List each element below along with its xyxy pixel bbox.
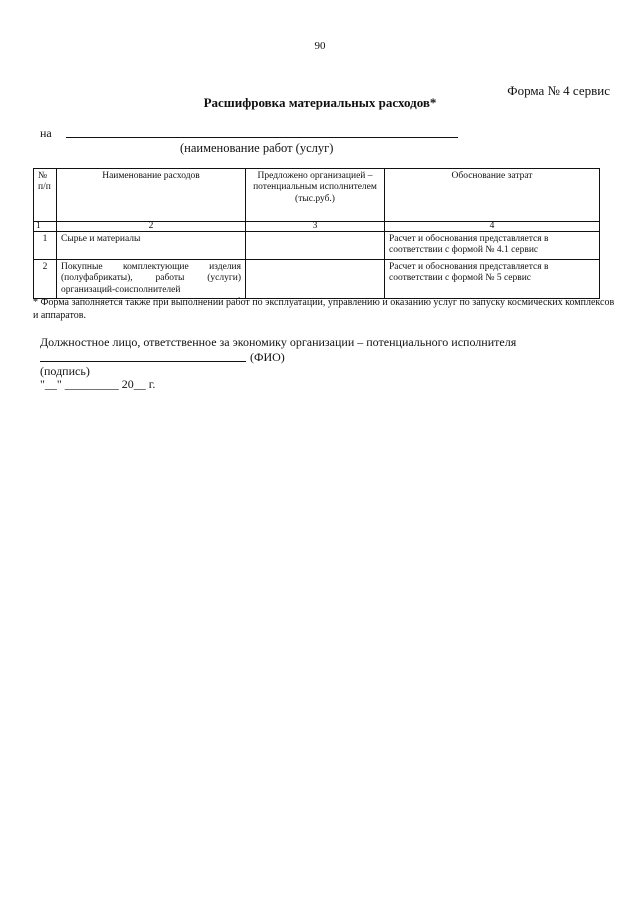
- row-name-last-line: организаций-соисполнителей: [61, 284, 181, 295]
- row-basis: Расчет и обоснования представляется в соответствии с формой № 4.1 сервис: [385, 232, 600, 260]
- table-row: [34, 259, 600, 298]
- row-proposed: [246, 259, 385, 298]
- subject-fill-line: [66, 137, 458, 138]
- row-num: 2: [34, 259, 57, 298]
- header-num: № п/п: [34, 169, 57, 222]
- expenses-table: [33, 168, 600, 299]
- table-row: [34, 232, 600, 260]
- subject-prefix: на: [40, 126, 52, 140]
- index-cell: 3: [246, 222, 385, 232]
- row-name: [57, 259, 246, 298]
- subject-caption: (наименование работ (услуг): [180, 141, 334, 155]
- page-title: Расшифровка материальных расходов*: [203, 95, 437, 110]
- signature-fill-line: [40, 361, 246, 362]
- header-proposed: Предложено организацией – потенциальным исполнителем (тыс.руб.): [246, 169, 385, 222]
- index-cell: 4: [385, 222, 600, 232]
- table-index-row: [34, 222, 600, 232]
- index-cell: 1: [34, 222, 57, 232]
- page-number: 90: [314, 40, 326, 52]
- table-header-row: [34, 169, 600, 222]
- footnote: * Форма заполняется также при выполнении работ по эксплуатации, управлению и оказанию услуг по запуску космических комплексов и аппаратов.: [33, 297, 615, 321]
- signature-label: (подпись): [40, 364, 90, 378]
- official-label: Должностное лицо, ответственное за экономику организации – потенциального исполнителя: [40, 335, 517, 349]
- row-name-justified: Покупные комплектующие изделия (полуфабрикаты), работы (услуги): [61, 261, 241, 284]
- row-name: Сырье и материалы: [57, 232, 246, 260]
- row-basis: Расчет и обоснования представляется в соответствии с формой № 5 сервис: [385, 259, 600, 298]
- fio-label: (ФИО): [250, 350, 285, 364]
- row-num: 1: [34, 232, 57, 260]
- header-name: Наименование расходов: [57, 169, 246, 222]
- form-label: Форма № 4 сервис: [507, 83, 610, 98]
- row-proposed: [246, 232, 385, 260]
- index-cell: 2: [57, 222, 246, 232]
- date-line: "__" _________ 20__ г.: [40, 377, 156, 391]
- header-basis: Обоснование затрат: [385, 169, 600, 222]
